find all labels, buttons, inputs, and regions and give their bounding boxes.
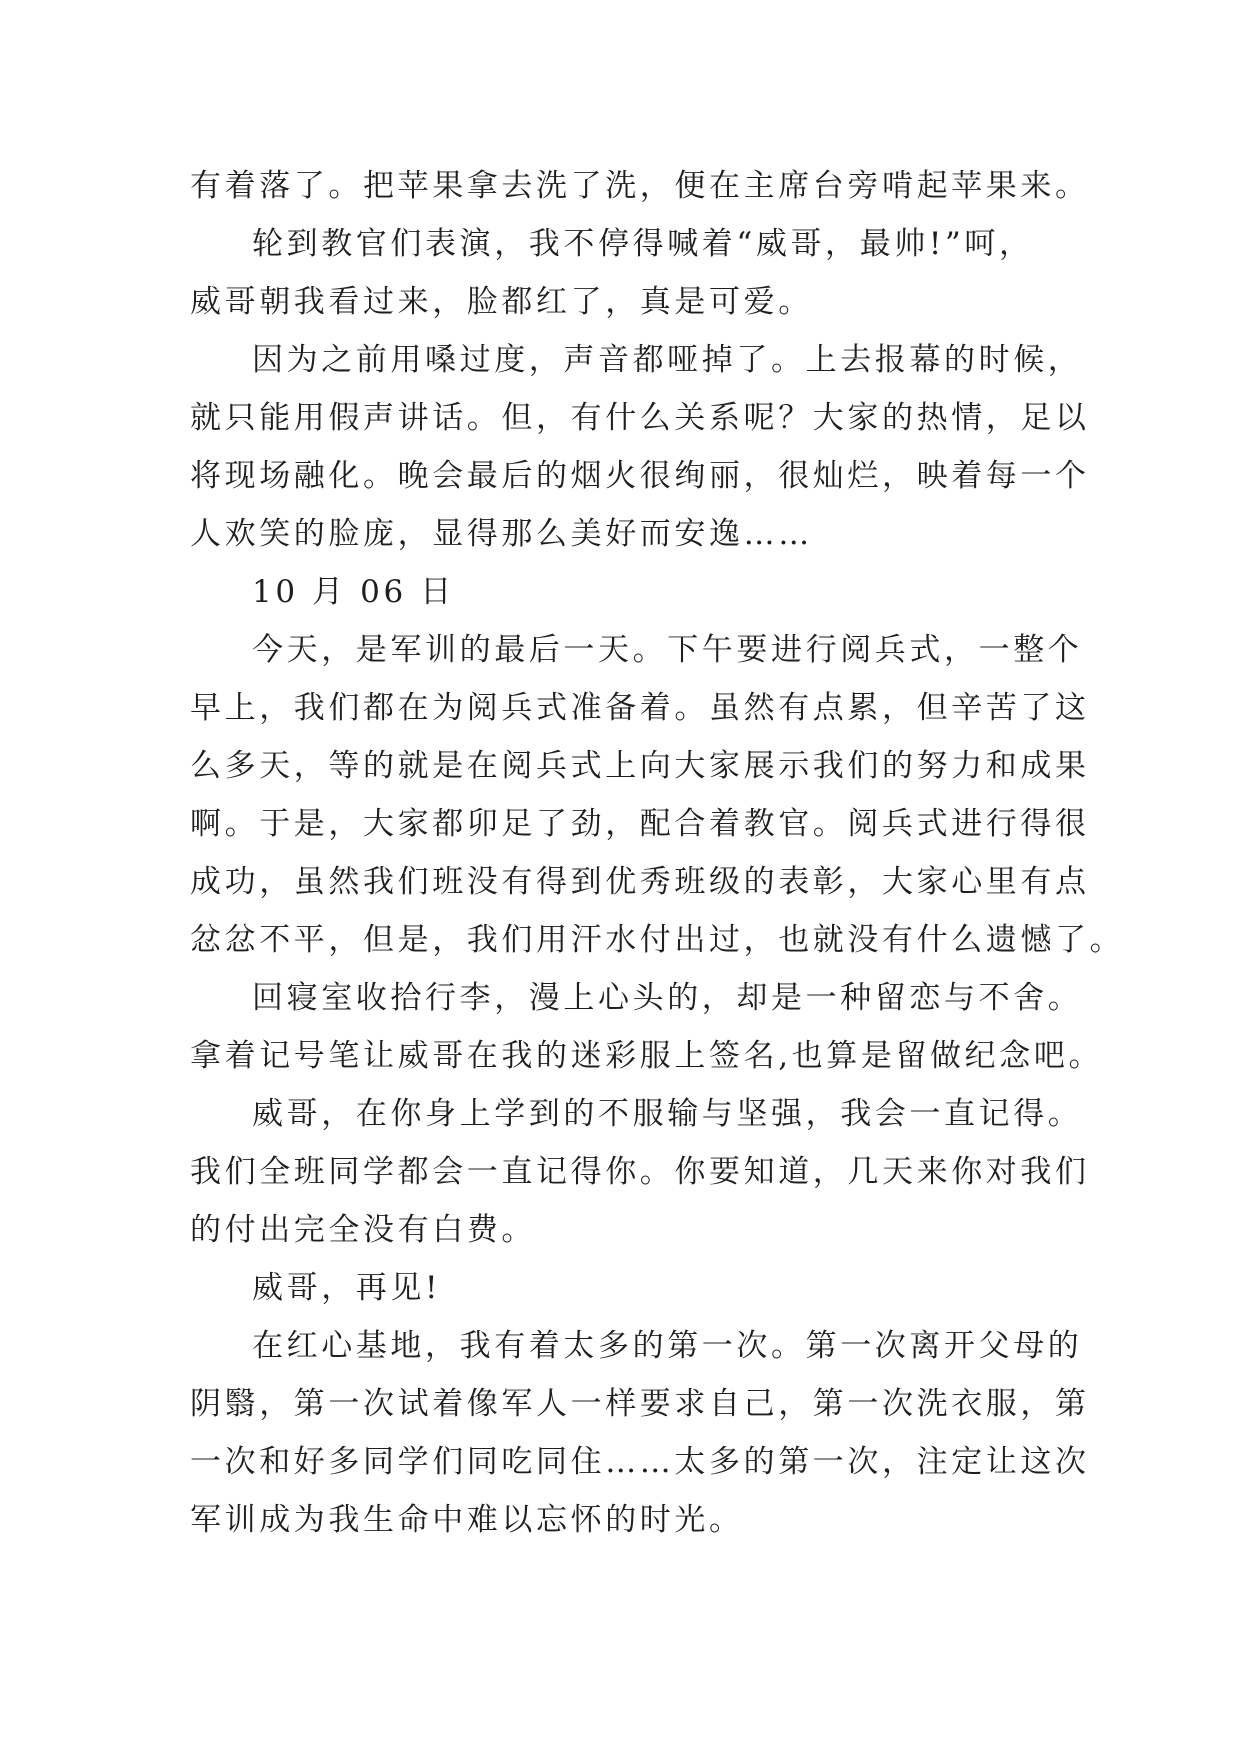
text-line: 成功，虽然我们班没有得到优秀班级的表彰，大家心里有点 [190,864,1090,900]
text-line: 早上，我们都在为阅兵式准备着。虽然有点累，但辛苦了这 [190,690,1090,726]
text-line: 威哥，再见! [252,1270,442,1306]
text-line: 就只能用假声讲话。但，有什么关系呢？大家的热情，足以 [190,400,1090,436]
text-line: 因为之前用嗓过度，声音都哑掉了。上去报幕的时候， [252,342,1083,378]
text-line: 一次和好多同学们同吃同住……太多的第一次，注定让这次 [190,1444,1090,1480]
text-line: 么多天，等的就是在阅兵式上向大家展示我们的努力和成果 [190,748,1090,784]
text-line: 威哥朝我看过来，脸都红了，真是可爱。 [190,284,813,320]
text-line: 啊。于是，大家都卯足了劲，配合着教官。阅兵式进行得很 [190,806,1090,842]
text-line: 将现场融化。晚会最后的烟火很绚丽，很灿烂，映着每一个 [190,458,1090,494]
text-line: 的付出完全没有白费。 [190,1212,536,1248]
text-line: 今天，是军训的最后一天。下午要进行阅兵式，一整个 [252,632,1083,668]
text-line: 轮到教官们表演，我不停得喊着“威哥，最帅!”呵， [252,226,1034,262]
text-line: 我们全班同学都会一直记得你。你要知道，几天来你对我们 [190,1154,1090,1190]
date-heading: 10 月 06 日 [252,574,455,610]
text-line: 有着落了。把苹果拿去洗了洗，便在主席台旁啃起苹果来。 [190,168,1090,204]
text-line: 阴翳，第一次试着像军人一样要求自己，第一次洗衣服，第 [190,1386,1090,1422]
text-line: 人欢笑的脸庞，显得那么美好而安逸…… [190,516,813,552]
text-line: 回寝室收拾行李，漫上心头的，却是一种留恋与不舍。 [252,980,1083,1016]
text-line: 在红心基地，我有着太多的第一次。第一次离开父母的 [252,1328,1083,1364]
text-line: 威哥，在你身上学到的不服输与坚强，我会一直记得。 [252,1096,1083,1132]
text-line: 军训成为我生命中难以忘怀的时光。 [190,1502,744,1538]
text-line: 忿忿不平，但是，我们用汗水付出过，也就没有什么遗憾了。 [190,922,1125,958]
text-line: 拿着记号笔让威哥在我的迷彩服上签名,也算是留做纪念吧。 [190,1038,1104,1074]
